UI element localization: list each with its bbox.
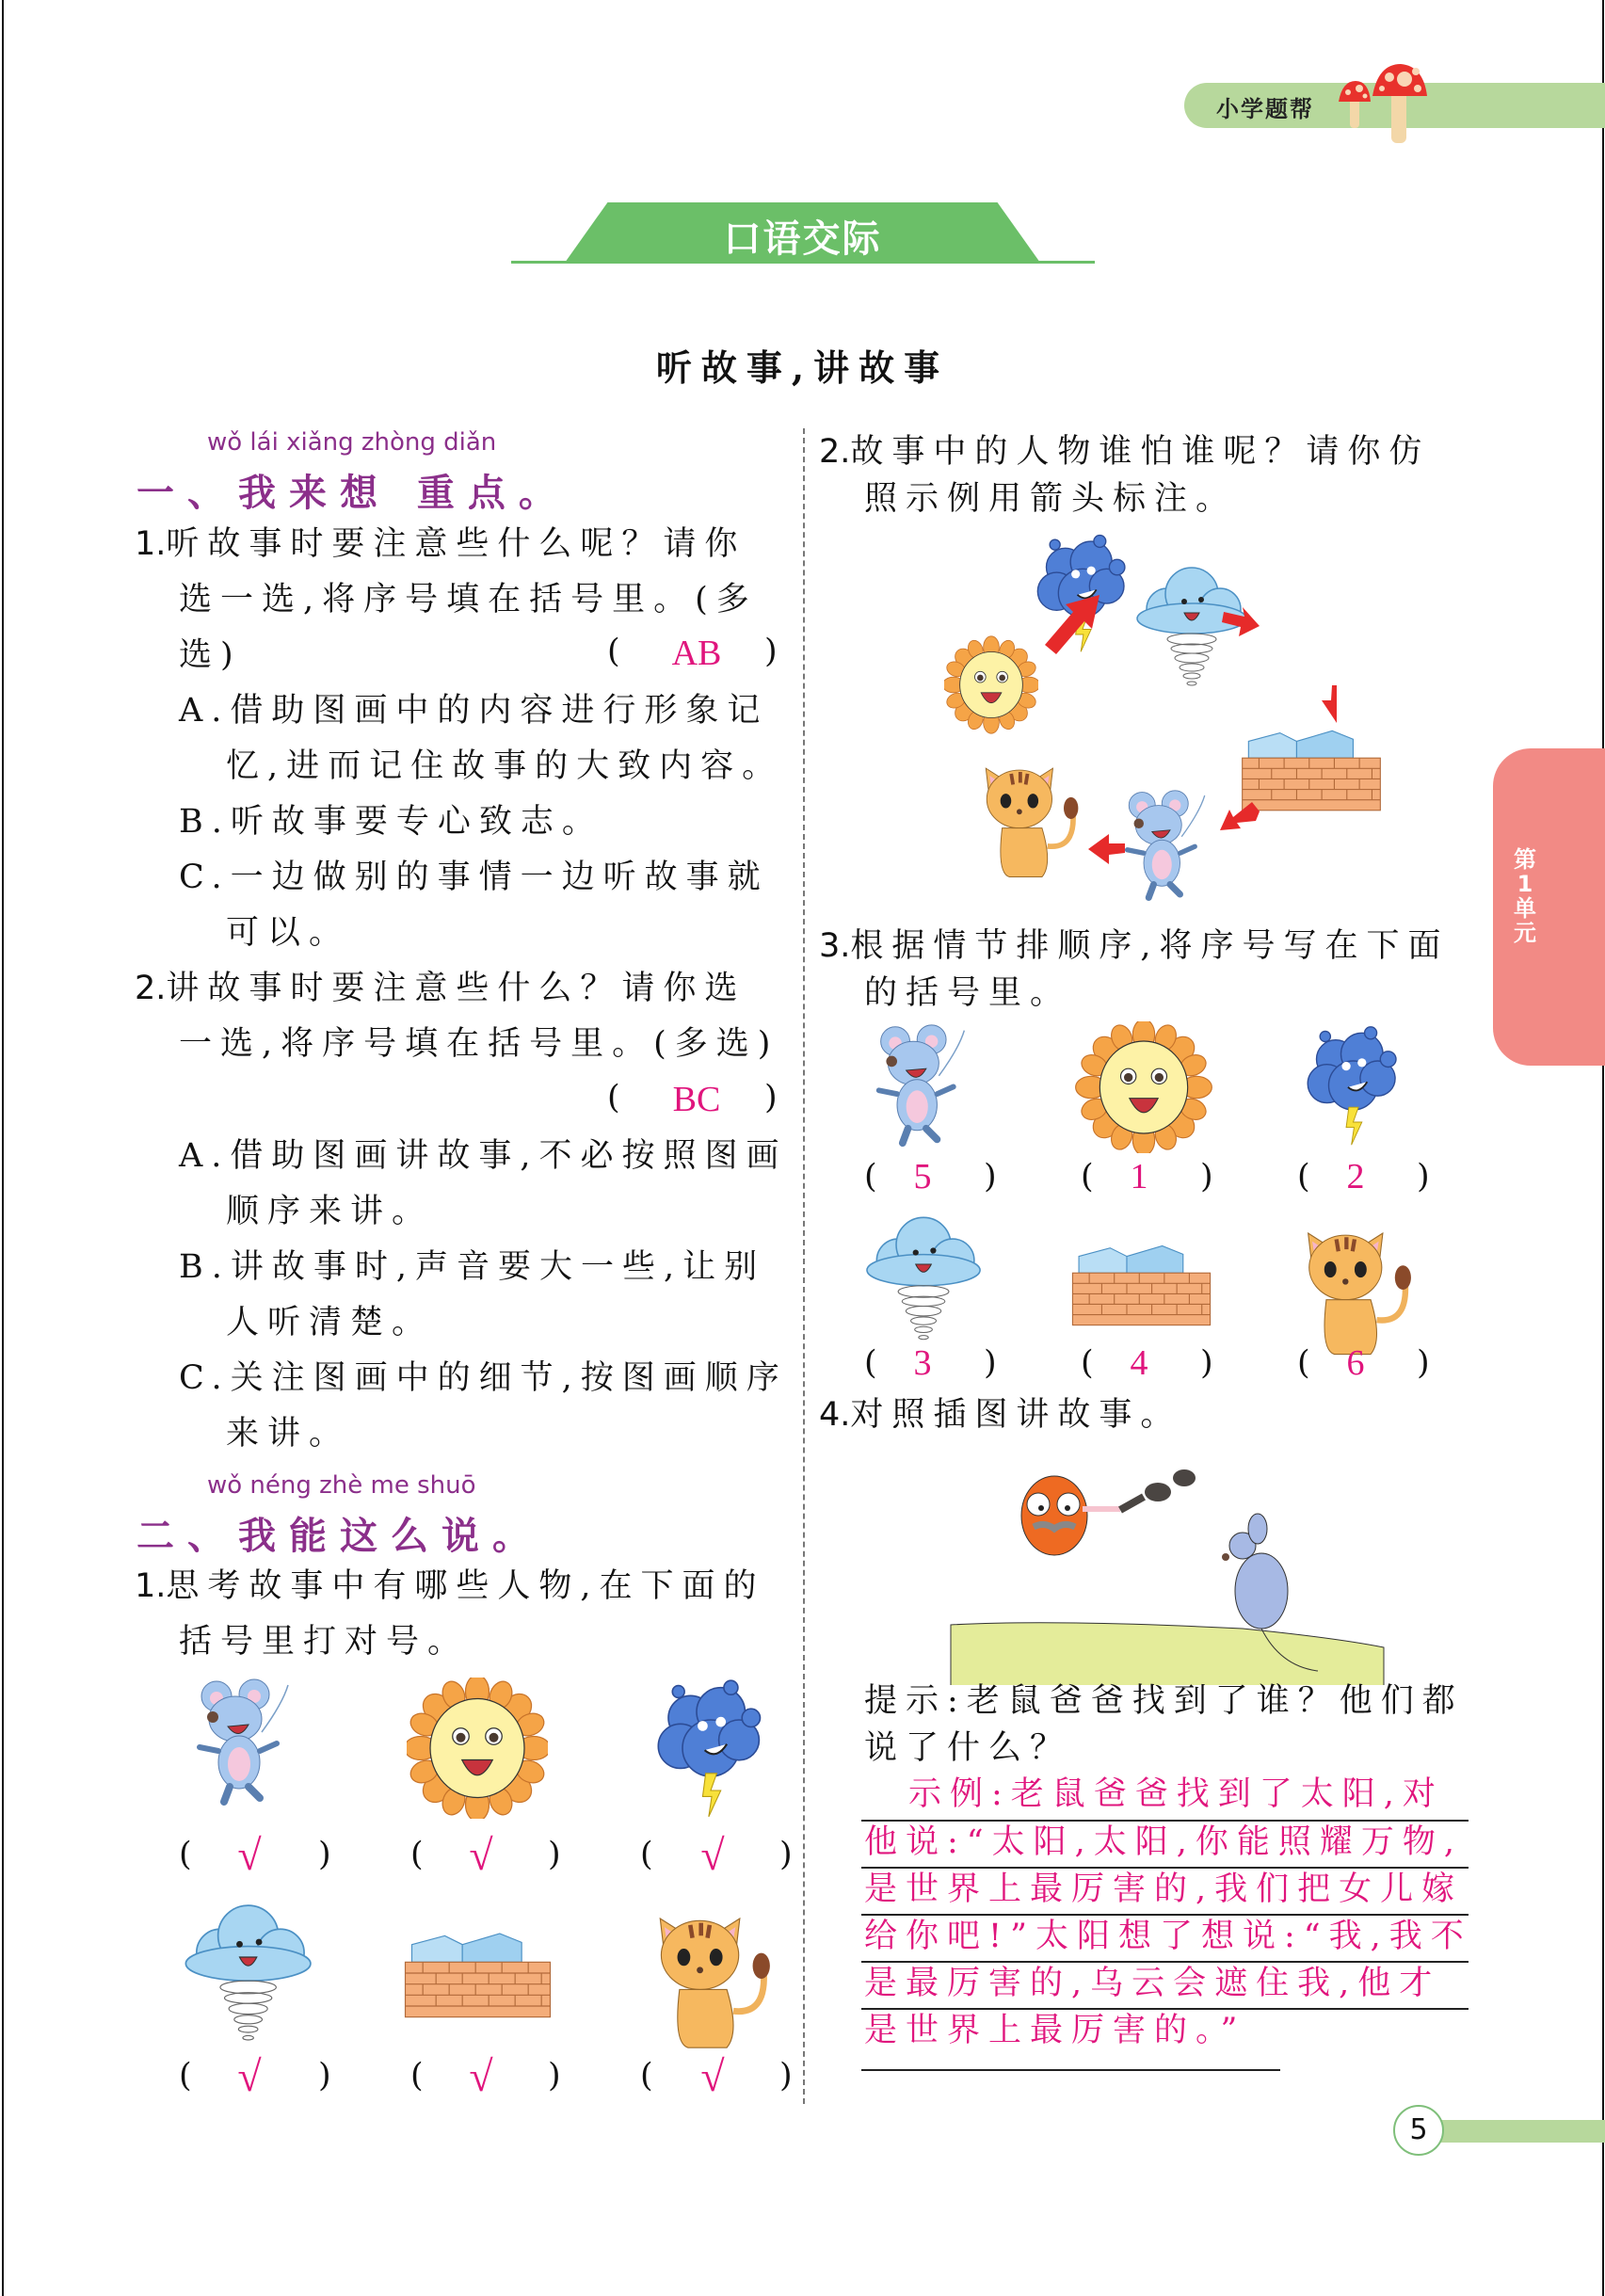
- check-paren-open: (: [179, 2057, 192, 2095]
- s2q1-text-line-2: 括号里打对号。: [179, 1623, 470, 1661]
- check-mark-sun: √: [469, 1831, 493, 1879]
- example-line-1: 示例:老鼠爸爸找到了太阳,对: [908, 1775, 1444, 1813]
- mouse-picture: [179, 1676, 311, 1807]
- order-paren-open: (: [1081, 1344, 1094, 1382]
- q2-option-a-cont: 顺序来讲。: [226, 1193, 434, 1230]
- check-paren-open: (: [640, 2057, 653, 2095]
- s2q2-text-line-1: 2.故事中的人物谁怕谁呢？请你仿: [819, 433, 1431, 471]
- order-wall-picture: [1068, 1233, 1214, 1327]
- page-number: 5: [1393, 2105, 1444, 2156]
- example-line-3: 是世界上最厉害的,我们把女儿嫁: [864, 1871, 1464, 1908]
- q2-option-a: A.借助图画讲故事,不必按照图画: [179, 1137, 788, 1175]
- check-paren-open: (: [410, 2057, 424, 2095]
- wall-picture: [400, 1920, 555, 2019]
- check-paren-close: ): [779, 1836, 793, 1873]
- cat-picture: [640, 1903, 781, 2054]
- q1-option-b: B.听故事要专心致志。: [179, 803, 603, 841]
- q2-option-b: B.讲故事时,声音要大一些,让别: [179, 1248, 766, 1286]
- section1-pinyin: wǒ lái xiǎng zhòng diǎn: [207, 428, 497, 457]
- q1-answer: AB: [671, 634, 722, 673]
- order-sun-picture: [1073, 1021, 1214, 1153]
- s2q3-text-line-2: 的括号里。: [864, 974, 1072, 1012]
- q2-text-line-2: 一选,将序号填在括号里。(多选): [179, 1025, 779, 1063]
- s2q1-text-line-1: 1.思考故事中有哪些人物,在下面的: [135, 1567, 765, 1605]
- answer-underline: [861, 1867, 1469, 1869]
- q1-text-line-3: 选): [179, 636, 242, 674]
- answer-underline: [861, 2008, 1469, 2010]
- order-wall: 4: [1130, 1343, 1148, 1383]
- order-paren-close: ): [1200, 1158, 1213, 1196]
- q2-answer: BC: [672, 1080, 721, 1119]
- dark-cloud-picture: [650, 1678, 772, 1819]
- check-paren-close: ): [548, 2057, 561, 2095]
- order-paren-open: (: [864, 1158, 877, 1196]
- column-divider: [803, 428, 805, 2104]
- order-paren-open: (: [1297, 1344, 1310, 1382]
- sun-picture: [407, 1678, 548, 1819]
- q2-answer-paren-open: (: [607, 1079, 620, 1116]
- s2q3-text-line-1: 3.根据情节排顺序,将序号写在下面: [819, 927, 1450, 965]
- order-sun: 1: [1130, 1157, 1148, 1196]
- answer-underline: [861, 1820, 1469, 1822]
- check-mark-wall: √: [469, 2052, 493, 2100]
- order-paren-open: (: [864, 1344, 877, 1382]
- hint-line-1: 提示:老鼠爸爸找到了谁？他们都: [864, 1682, 1464, 1720]
- mushroom-icon: [1337, 60, 1440, 145]
- order-paren-open: (: [1081, 1158, 1094, 1196]
- q1-option-c: C.一边做别的事情一边听故事就: [179, 859, 769, 896]
- check-mark-mouse: √: [237, 1831, 262, 1879]
- check-mark-wind-cloud: √: [237, 2052, 262, 2100]
- order-dark-cloud-picture: [1299, 1024, 1407, 1147]
- q2-option-b-cont: 人听清楚。: [226, 1304, 434, 1341]
- section2-pinyin: wǒ néng zhè me shuō: [207, 1471, 476, 1500]
- order-cat: 6: [1346, 1343, 1365, 1383]
- section1-heading: 一、我来想 重点。: [136, 472, 570, 515]
- q1-option-a-cont: 忆,进而记住故事的大致内容。: [226, 747, 784, 785]
- example-line-2: 他说:“太阳,太阳,你能照耀万物,: [864, 1823, 1464, 1861]
- s2q2-text-line-2: 照示例用箭头标注。: [864, 480, 1238, 518]
- order-paren-open: (: [1297, 1158, 1310, 1196]
- brand-title: 小学题帮: [1216, 96, 1314, 122]
- order-cat-picture: [1290, 1219, 1421, 1360]
- check-paren-close: ): [318, 1836, 331, 1873]
- order-mouse: 5: [913, 1157, 932, 1196]
- check-paren-open: (: [410, 1836, 424, 1873]
- order-paren-close: ): [984, 1344, 997, 1382]
- answer-underline: [861, 1961, 1469, 1963]
- order-wind-cloud-picture: [857, 1210, 988, 1346]
- order-paren-close: ): [1417, 1158, 1430, 1196]
- order-paren-close: ): [984, 1158, 997, 1196]
- check-paren-close: ): [548, 1836, 561, 1873]
- example-line-4: 给你吧!”太阳想了想说:“我,我不: [864, 1918, 1472, 1955]
- story-title: 听故事,讲故事: [655, 346, 950, 389]
- check-paren-open: (: [179, 1836, 192, 1873]
- q1-option-c-cont: 可以。: [226, 914, 351, 952]
- check-paren-close: ): [318, 2057, 331, 2095]
- section-banner-title: 口语交际: [723, 217, 882, 261]
- s2q4-text-line: 4.对照插图讲故事。: [819, 1396, 1182, 1434]
- story-illustration: [941, 1440, 1393, 1685]
- answer-underline: [861, 2069, 1280, 2071]
- section2-heading: 二、我能这么说。: [136, 1515, 543, 1558]
- check-mark-dark-cloud: √: [700, 1831, 725, 1879]
- q2-answer-paren-close: ): [764, 1079, 778, 1116]
- order-wind-cloud: 3: [913, 1343, 932, 1383]
- q1-answer-paren-close: ): [764, 633, 778, 670]
- q2-text-line-1: 2.讲故事时要注意些什么？请你选: [135, 970, 746, 1007]
- check-mark-cat: √: [700, 2052, 725, 2100]
- q1-answer-paren-open: (: [607, 633, 620, 670]
- answer-underline: [861, 1914, 1469, 1916]
- q1-text-line-2: 选一选,将序号填在括号里。(多: [179, 581, 758, 618]
- order-dark-cloud: 2: [1346, 1157, 1365, 1196]
- q2-option-c-cont: 来讲。: [226, 1415, 351, 1453]
- order-paren-close: ): [1200, 1344, 1213, 1382]
- chain-arrows: [979, 565, 1337, 894]
- hint-line-2: 说了什么？: [864, 1729, 1072, 1767]
- q1-text-line-1: 1.听故事时要注意些什么呢？请你: [135, 525, 746, 563]
- q1-option-a: A.借助图画中的内容进行形象记: [179, 692, 769, 730]
- check-paren-close: ): [779, 2057, 793, 2095]
- wind-cloud-picture: [174, 1897, 320, 2047]
- order-paren-close: ): [1417, 1344, 1430, 1382]
- unit-label: 第 1 单 元: [1514, 846, 1536, 946]
- check-paren-open: (: [640, 1836, 653, 1873]
- order-mouse-picture: [866, 1021, 979, 1148]
- footer-band: [1440, 2120, 1605, 2143]
- q2-option-c: C.关注图画中的细节,按图画顺序: [179, 1359, 788, 1397]
- example-line-6: 是世界上最厉害的。”: [864, 2012, 1246, 2049]
- example-line-5: 是最厉害的,乌云会遮住我,他才: [864, 1965, 1441, 2002]
